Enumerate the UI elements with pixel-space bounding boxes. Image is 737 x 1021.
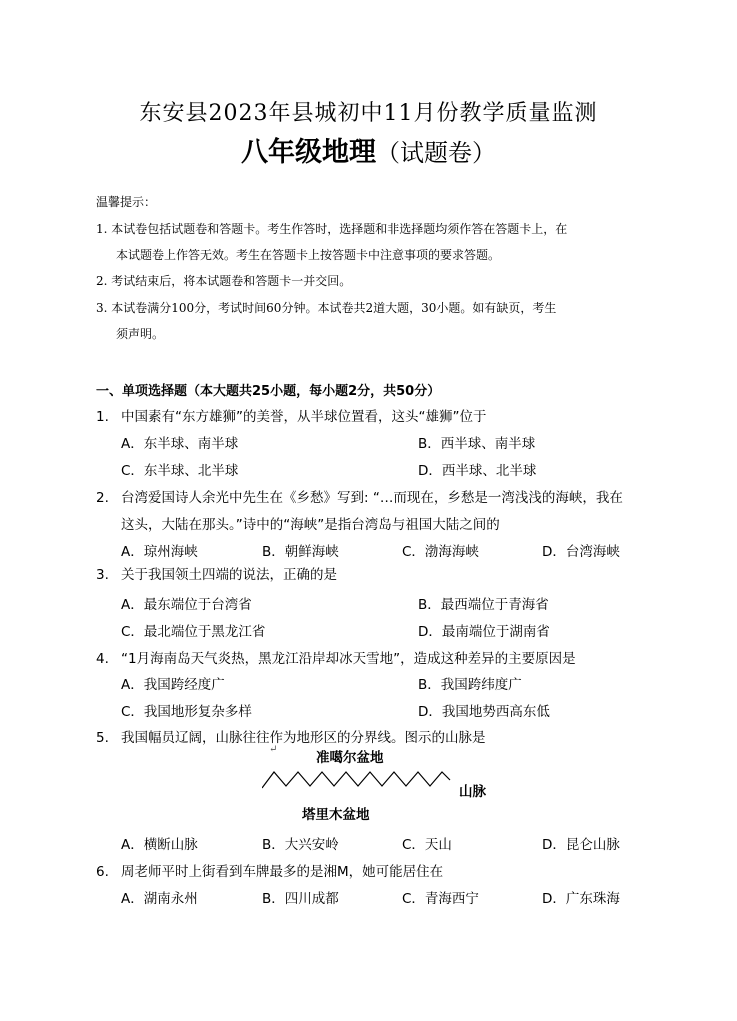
option-a: A．东半球、南半球 [121, 436, 239, 452]
question-number: 6. [96, 864, 109, 880]
tip-line: 2. 考试结束后，将本试题卷和答题卡一并交回。 [96, 274, 352, 288]
option-d: D．西半球、北半球 [418, 463, 537, 479]
option-a: A．横断山脉 [121, 837, 198, 853]
option-a: A．我国跨经度广 [121, 677, 225, 693]
tip-line: 3. 本试卷满分100分，考试时间60分钟。本试卷共2道大题，30小题。如有缺页，考生 [96, 301, 557, 315]
question-number: 3. [96, 567, 109, 583]
option-d: D．广东珠海 [542, 891, 620, 907]
tip-item-3 [96, 295, 656, 347]
figure-label-north-basin: 准噶尔盆地 [316, 750, 384, 766]
tips-label: 温馨提示： [96, 195, 157, 209]
question-number: 2. [96, 490, 109, 506]
option-c: C．青海西宁 [402, 891, 479, 907]
option-d: D．最南端位于湖南省 [418, 624, 550, 640]
question-3 [96, 563, 656, 583]
option-b: B．西半球、南半球 [418, 436, 536, 452]
tip-line-cont: 本试题卷上作答无效。考生在答题卡上按答题卡中注意事项的要求答题。 [116, 248, 501, 262]
question-stem: 中国素有“东方雄狮”的美誉，从半球位置看，这头“雄狮”位于 [121, 409, 487, 425]
question-number: 1. [96, 409, 109, 425]
option-c: C．东半球、北半球 [121, 463, 239, 479]
option-d: D．我国地势西高东低 [418, 704, 550, 720]
option-b: B．四川成都 [262, 891, 339, 907]
section-title: 一、单项选择题（本大题共25小题，每小题2分，共50分） [96, 384, 441, 399]
question-stem: 周老师平时上街看到车牌最多的是湘M，她可能居住在 [121, 864, 444, 880]
question-4 [96, 647, 656, 667]
exam-title: 东安县2023年县城初中11月份教学质量监测 [139, 101, 598, 126]
return-mark: ↵ [269, 744, 278, 755]
option-c: C．我国地形复杂多样 [121, 704, 252, 720]
question-number: 4. [96, 651, 109, 667]
option-d: D．台湾海峡 [542, 544, 620, 560]
question-stem: 台湾爱国诗人余光中先生在《乡愁》写到: “…而现在，乡愁是一湾浅浅的海峡，我在 [121, 490, 623, 506]
option-c: C．渤海海峡 [402, 544, 479, 560]
option-d: D．昆仑山脉 [542, 837, 620, 853]
exam-subtitle [0, 130, 737, 169]
option-c: C．天山 [402, 837, 452, 853]
option-b: B．最西端位于青海省 [418, 597, 549, 613]
question-5 [96, 726, 656, 746]
subtitle-paren: （试题卷） [376, 139, 496, 167]
option-a: A．最东端位于台湾省 [121, 597, 252, 613]
option-a: A．琼州海峡 [121, 544, 198, 560]
subtitle-main: 八年级地理 [241, 137, 376, 168]
question-stem-cont: 这头，大陆在那头。”诗中的“海峡”是指台湾岛与祖国大陆之间的 [121, 517, 500, 533]
option-b: B．我国跨纬度广 [418, 677, 522, 693]
figure-label-south-basin: 塔里木盆地 [302, 807, 370, 823]
question-2 [96, 486, 656, 506]
option-a: A．湖南永州 [121, 891, 198, 907]
tip-item-2 [96, 268, 656, 294]
tip-line: 1. 本试卷包括试题卷和答题卡。考生作答时，选择题和非选择题均须作答在答题卡上，在 [96, 222, 568, 236]
option-c: C．最北端位于黑龙江省 [121, 624, 266, 640]
question-6 [96, 860, 656, 880]
tip-item-1 [96, 216, 656, 268]
question-stem: 关于我国领土四端的说法，正确的是 [121, 567, 337, 583]
question-1 [96, 405, 656, 425]
figure-label-mountain: 山脉 [459, 784, 486, 800]
mountain-range-diagram [262, 766, 452, 796]
question-stem: 我国幅员辽阔，山脉往往作为地形区的分界线。图示的山脉是 [121, 730, 486, 746]
option-b: B．大兴安岭 [262, 837, 339, 853]
option-b: B．朝鲜海峡 [262, 544, 339, 560]
question-stem: “1月海南岛天气炎热，黑龙江沿岸却冰天雪地”，造成这种差异的主要原因是 [121, 651, 576, 667]
tip-line-cont: 须声明。 [116, 327, 165, 341]
question-number: 5. [96, 730, 109, 746]
